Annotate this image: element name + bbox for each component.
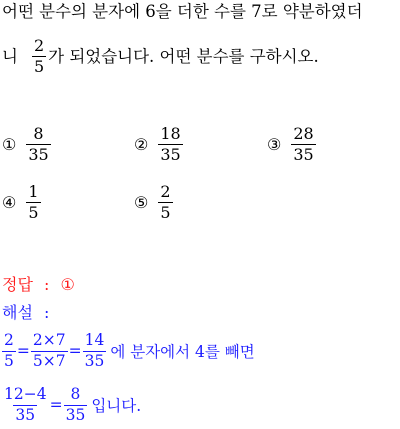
explanation-label: 해설 [2, 303, 33, 322]
option-4-fraction [26, 184, 40, 221]
option-2-denominator: 35 [160, 145, 181, 164]
eq2-fraction-2-numerator: 8 [70, 385, 81, 403]
eq1-fraction-3 [83, 333, 107, 369]
answer-colon: : [44, 275, 50, 294]
eq2-equals: = [49, 396, 63, 414]
eq1-text: 에 분자에서 4를 빼면 [110, 343, 255, 361]
explanation-colon: : [44, 303, 50, 322]
eq2-fraction-1-denominator: 35 [15, 405, 36, 424]
eq1-fraction-3-numerator: 14 [84, 331, 105, 349]
eq2-fraction-2 [64, 387, 88, 423]
option-3-fraction [291, 126, 315, 163]
option-1-numerator: 8 [33, 124, 44, 143]
option-4-mark: ④ [2, 193, 17, 212]
question-fraction [32, 38, 46, 75]
option-5-denominator: 5 [160, 203, 171, 222]
option-3-numerator: 28 [293, 124, 314, 143]
question-fraction-numerator: 2 [33, 36, 45, 55]
explanation-equation-2 [2, 387, 141, 423]
eq1-fraction-2-denominator: 5×7 [32, 351, 66, 370]
eq2-fraction-1 [2, 387, 49, 423]
question-line-2-suffix: 가 되었습니다. 어떤 분수를 구하시오. [48, 46, 319, 66]
option-2-mark: ② [134, 135, 149, 154]
option-4[interactable] [2, 184, 41, 221]
eq2-fraction-2-denominator: 35 [65, 405, 86, 424]
eq1-fraction-1-numerator: 2 [4, 331, 14, 349]
option-5[interactable] [134, 184, 173, 221]
option-2[interactable] [134, 126, 183, 163]
question-line-2 [2, 38, 319, 75]
eq1-fraction-1 [2, 333, 16, 369]
option-2-numerator: 18 [160, 124, 181, 143]
explanation-equation-1 [2, 333, 255, 369]
eq1-fraction-3-denominator: 35 [84, 351, 105, 370]
option-5-fraction [158, 184, 172, 221]
option-3-denominator: 35 [293, 145, 314, 164]
option-3[interactable] [267, 126, 316, 163]
option-4-denominator: 5 [28, 203, 39, 222]
answer-value: ① [60, 275, 75, 294]
answer-line [2, 272, 75, 295]
option-5-numerator: 2 [160, 182, 171, 201]
option-5-mark: ⑤ [134, 193, 149, 212]
option-2-fraction [158, 126, 182, 163]
question-fraction-denominator: 5 [33, 57, 45, 76]
eq1-equals-2: = [68, 342, 82, 360]
eq1-fraction-2-numerator: 2×7 [32, 331, 66, 349]
explanation-label-line [2, 300, 49, 323]
eq2-text: 입니다. [91, 397, 142, 415]
question-line-2-prefix: 니 [2, 46, 18, 66]
eq2-fraction-1-numerator: 12−4 [4, 385, 47, 403]
option-3-mark: ③ [267, 135, 282, 154]
option-1[interactable] [2, 126, 51, 163]
option-4-numerator: 1 [28, 182, 39, 201]
eq1-fraction-2 [31, 333, 68, 369]
question-line-1: 어떤 분수의 분자에 6을 더한 수를 7로 약분하였더 [2, 2, 363, 21]
eq1-equals-1: = [16, 342, 30, 360]
option-1-denominator: 35 [28, 145, 49, 164]
answer-label: 정답 [2, 275, 33, 294]
option-1-mark: ① [2, 135, 17, 154]
eq1-fraction-1-denominator: 5 [4, 351, 14, 370]
option-1-fraction [26, 126, 50, 163]
